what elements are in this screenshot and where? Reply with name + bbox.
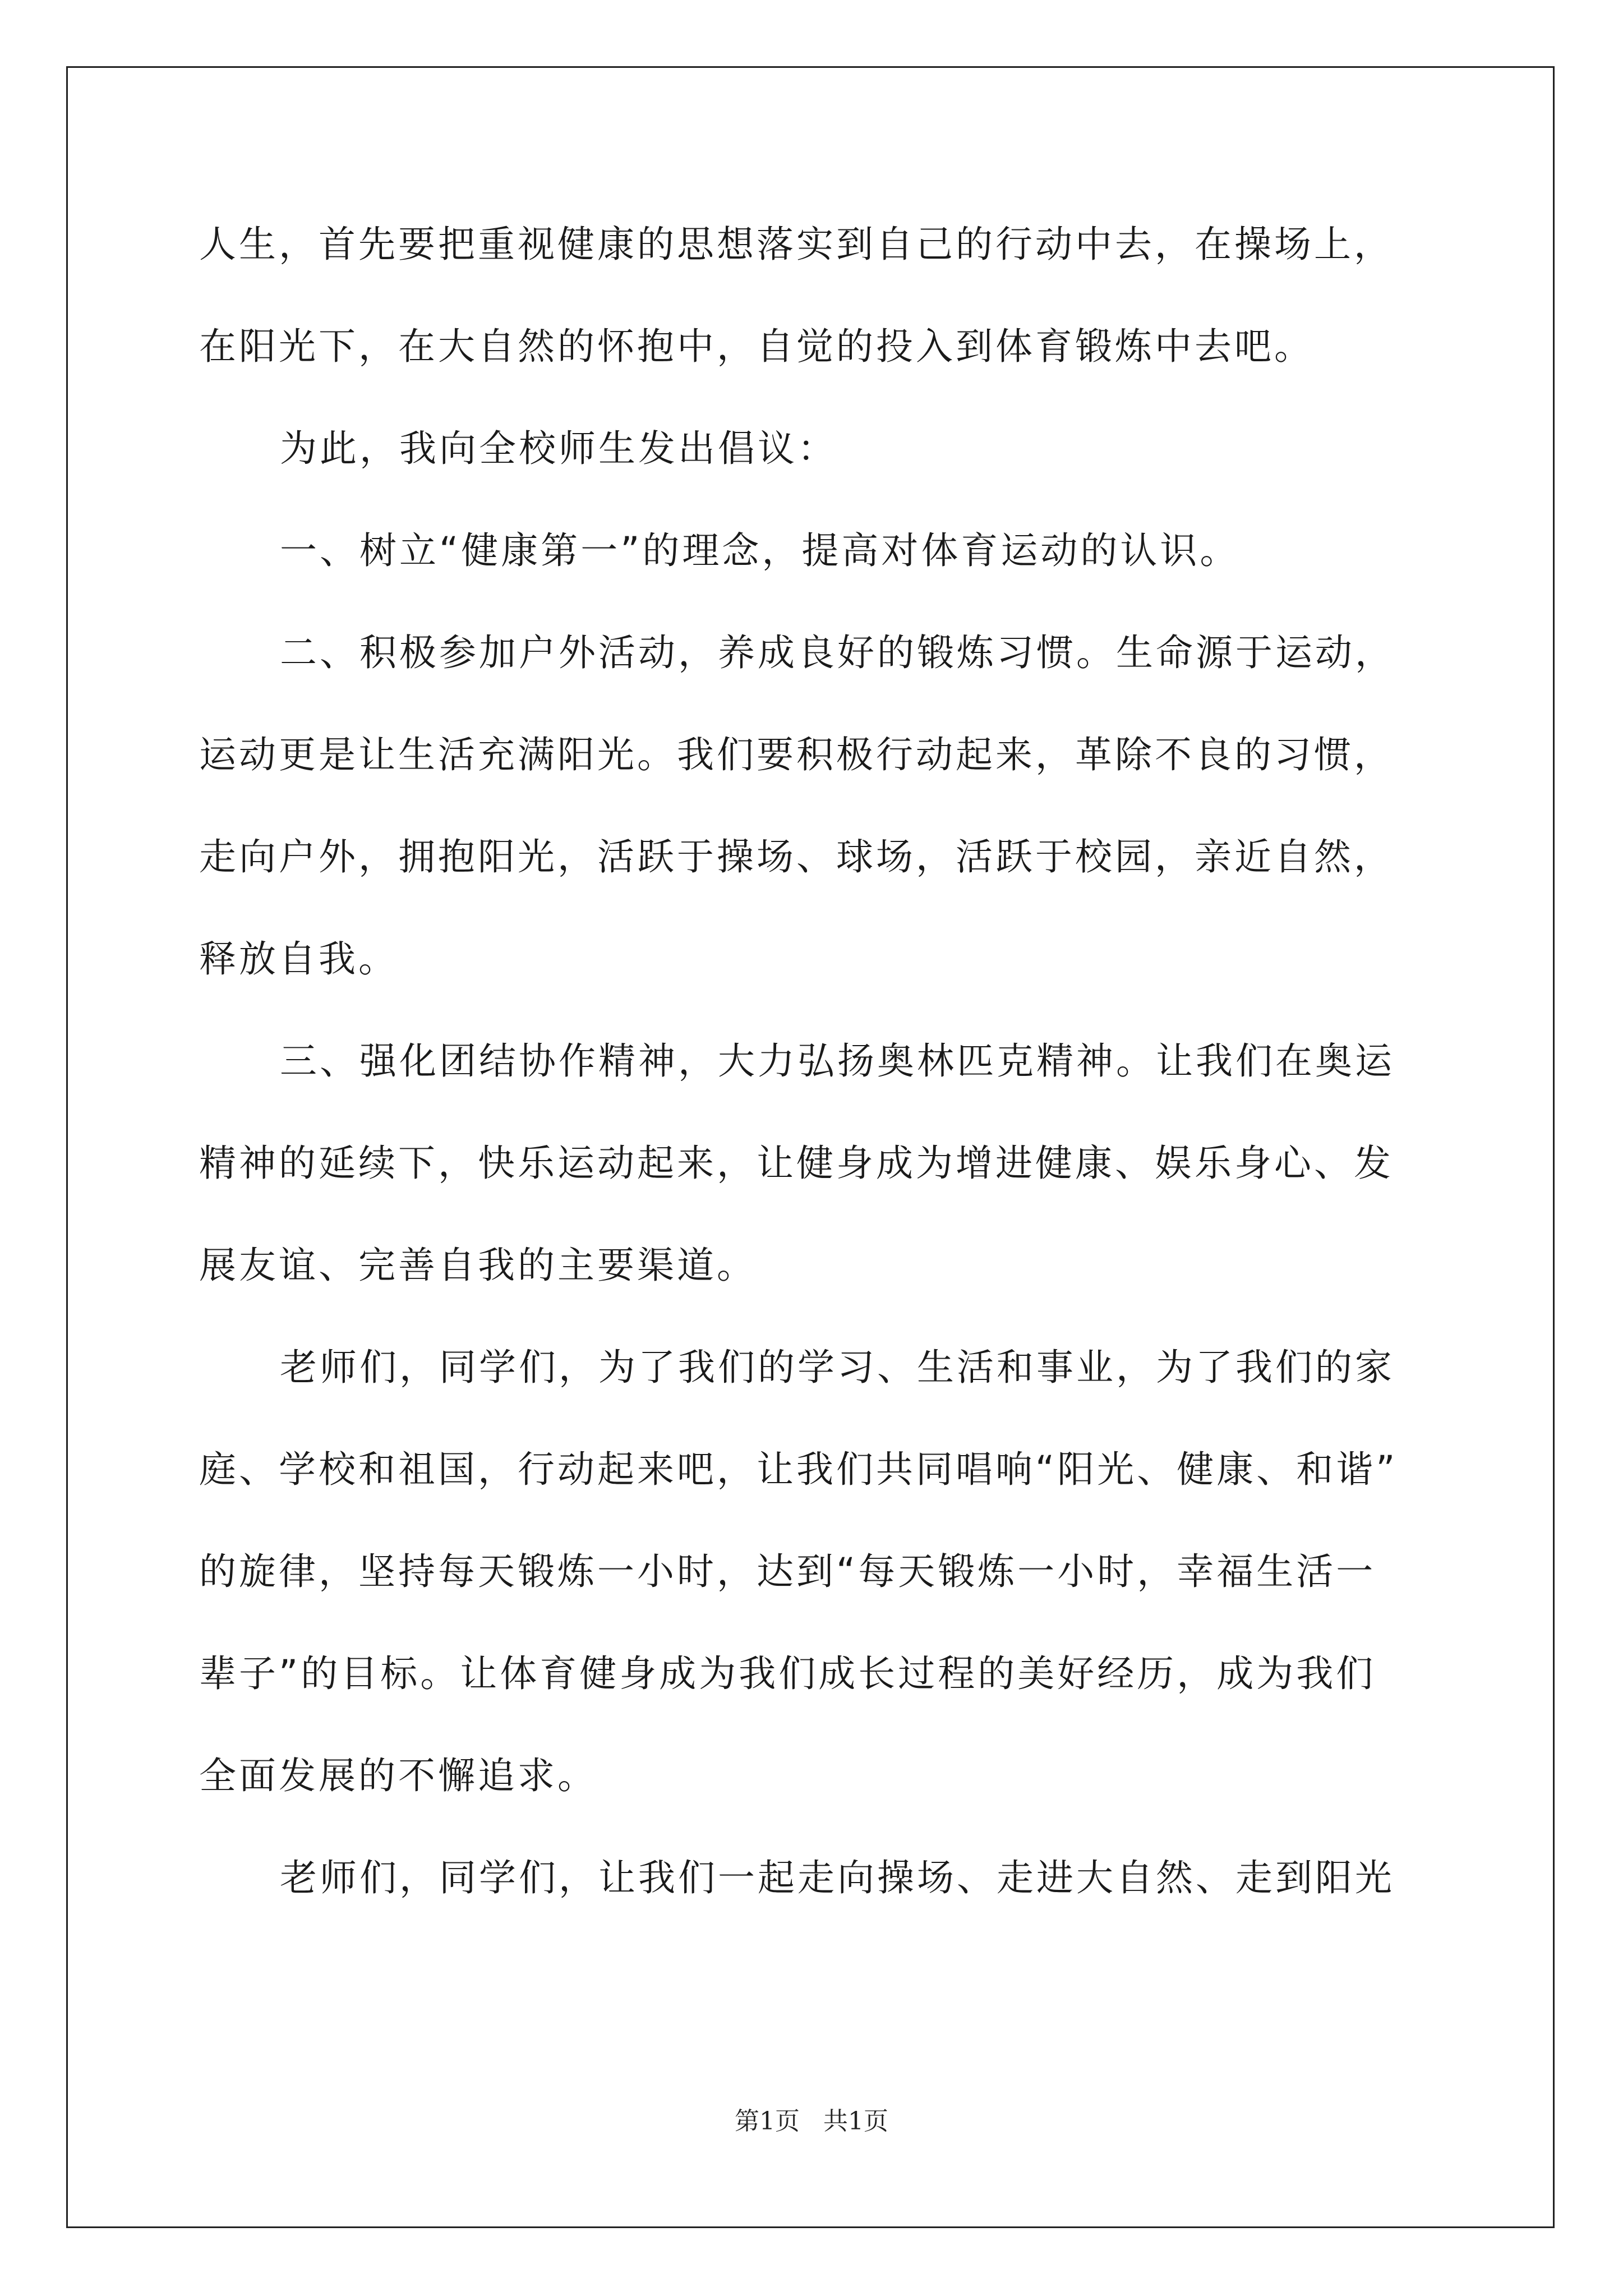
text-line: 展友谊、完善自我的主要渠道。: [199, 1244, 757, 1287]
text-line: 释放自我。: [199, 937, 398, 981]
text-line: 一、树立“健康第一”的理念，提高对体育运动的认识。: [280, 529, 1240, 572]
text-line: 三、强化团结协作精神，大力弘扬奥林匹克精神。让我们在奥运: [280, 1039, 1395, 1083]
text-line: 为此，我向全校师生发出倡议：: [280, 427, 837, 470]
text-line: 全面发展的不懈追求。: [199, 1754, 597, 1797]
text-line: 辈子”的目标。让体育健身成为我们成长过程的美好经历，成为我们: [199, 1652, 1376, 1695]
text-line: 老师们，同学们，为了我们的学习、生活和事业，为了我们的家: [280, 1346, 1395, 1389]
text-line: 庭、学校和祖国，行动起来吧，让我们共同唱响“阳光、健康、和谐”: [199, 1448, 1398, 1491]
text-line: 在阳光下，在大自然的怀抱中，自觉的投入到体育锻炼中去吧。: [199, 325, 1314, 368]
text-line: 走向户外，拥抱阳光，活跃于操场、球场，活跃于校园，亲近自然，: [199, 835, 1394, 878]
text-line: 精神的延续下，快乐运动起来，让健身成为增进健康、娱乐身心、发: [199, 1142, 1394, 1185]
text-line: 人生，首先要把重视健康的思想落实到自己的行动中去，在操场上，: [199, 223, 1394, 266]
text-line: 运动更是让生活充满阳光。我们要积极行动起来，革除不良的习惯，: [199, 733, 1394, 776]
text-line: 老师们，同学们，让我们一起走向操场、走进大自然、走到阳光: [280, 1856, 1395, 1899]
document-body: [199, 194, 1433, 1929]
text-line: 的旋律，坚持每天锻炼一小时，达到“每天锻炼一小时，幸福生活一: [199, 1550, 1376, 1593]
text-line: 二、积极参加户外活动，养成良好的锻炼习惯。生命源于运动，: [280, 631, 1395, 674]
page-footer: 第1页 共1页: [735, 2107, 888, 2136]
